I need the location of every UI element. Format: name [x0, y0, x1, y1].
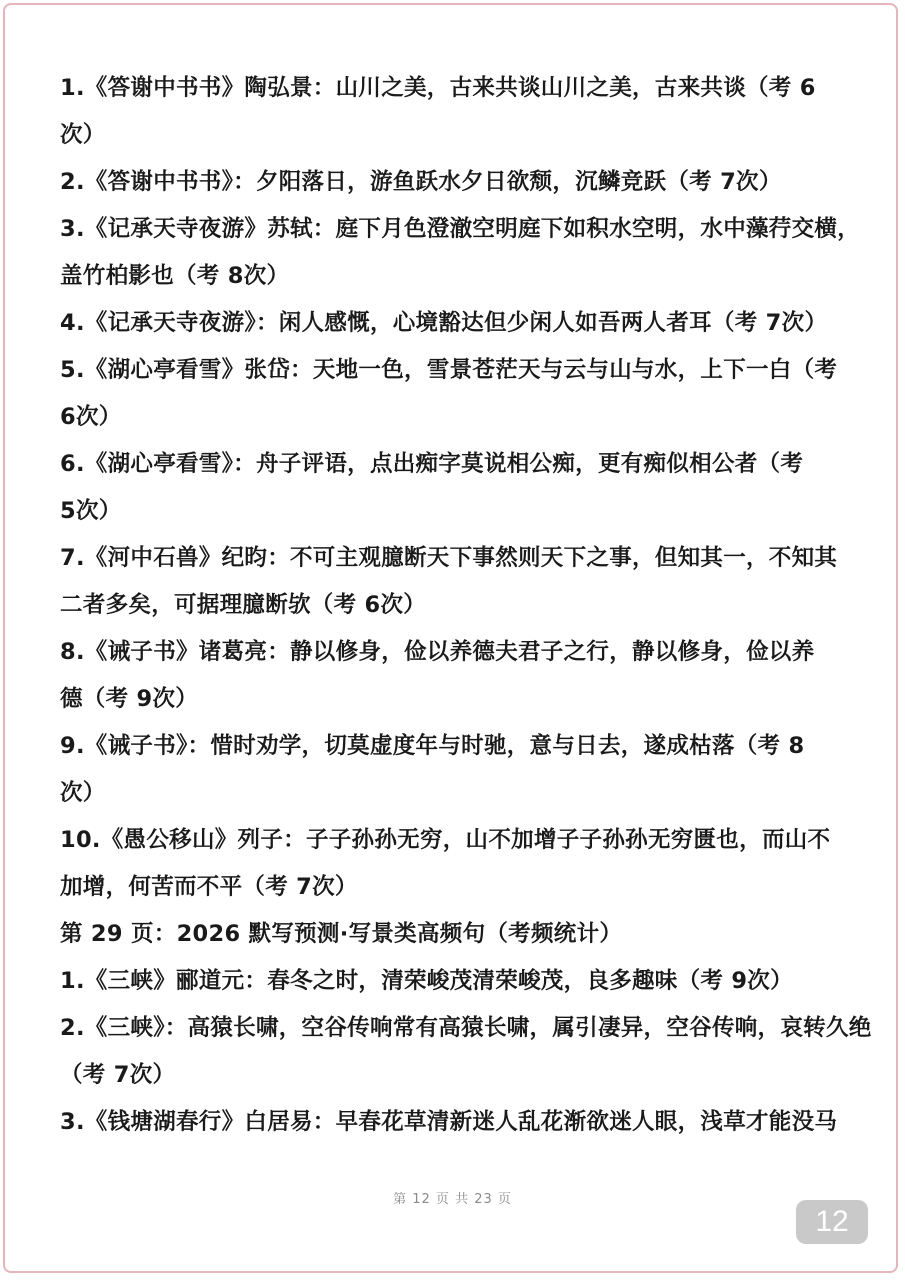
text-line: 6.《湖心亭看雪》：舟子评语，点出痴字莫说相公痴，更有痴似相公者（考 [60, 451, 804, 477]
text-line: 6次） [60, 404, 122, 430]
text-line: 7.《河中石兽》纪昀：不可主观臆断天下事然则天下之事，但知其一，不知其 [60, 545, 838, 571]
text-line: 2.《三峡》：高猿长啸，空谷传响常有高猿长啸，属引凄异，空谷传响，哀转久绝 [60, 1015, 872, 1041]
text-line: 德（考 9次） [60, 686, 199, 712]
text-line: （考 7次） [60, 1062, 176, 1088]
text-line: 2.《答谢中书书》：夕阳落日，游鱼跃水夕日欲颓，沉鳞竞跃（考 7次） [60, 169, 782, 195]
page-number-badge: 12 [796, 1200, 868, 1244]
section-heading: 第 29 页：2026 默写预测·写景类高频句（考频统计） [60, 921, 623, 947]
document-body [60, 65, 872, 1146]
text-line: 次） [60, 780, 106, 806]
text-line: 10.《愚公移山》列子：子子孙孙无穷，山不加增子子孙孙无穷匮也，而山不 [60, 827, 831, 853]
text-line: 4.《记承天寺夜游》：闲人感慨，心境豁达但少闲人如吾两人者耳（考 7次） [60, 310, 828, 336]
text-line: 3.《钱塘湖春行》白居易：早春花草清新迷人乱花渐欲迷人眼，浅草才能没马 [60, 1109, 838, 1135]
text-line: 次） [60, 122, 106, 148]
text-line: 5次） [60, 498, 122, 524]
text-line: 二者多矣，可据理臆断欤（考 6次） [60, 592, 427, 618]
text-line: 5.《湖心亭看雪》张岱：天地一色，雪景苍茫天与云与山与水，上下一白（考 [60, 357, 838, 383]
text-line: 8.《诫子书》诸葛亮：静以修身，俭以养德夫君子之行，静以修身，俭以养 [60, 639, 815, 665]
page-footer: 第 12 页 共 23 页 [393, 1192, 512, 1207]
text-line: 9.《诫子书》：惜时劝学，切莫虚度年与时驰，意与日去，遂成枯落（考 8 [60, 733, 805, 759]
text-line: 盖竹柏影也（考 8次） [60, 263, 290, 289]
text-line: 1.《三峡》郦道元：春冬之时，清荣峻茂清荣峻茂，良多趣味（考 9次） [60, 968, 793, 994]
text-line: 3.《记承天寺夜游》苏轼：庭下月色澄澈空明庭下如积水空明，水中藻荇交横， [60, 216, 861, 242]
text-line: 加增，何苦而不平（考 7次） [60, 874, 358, 900]
text-line: 1.《答谢中书书》陶弘景：山川之美，古来共谈山川之美，古来共谈（考 6 [60, 75, 816, 101]
document-page [3, 3, 898, 1273]
